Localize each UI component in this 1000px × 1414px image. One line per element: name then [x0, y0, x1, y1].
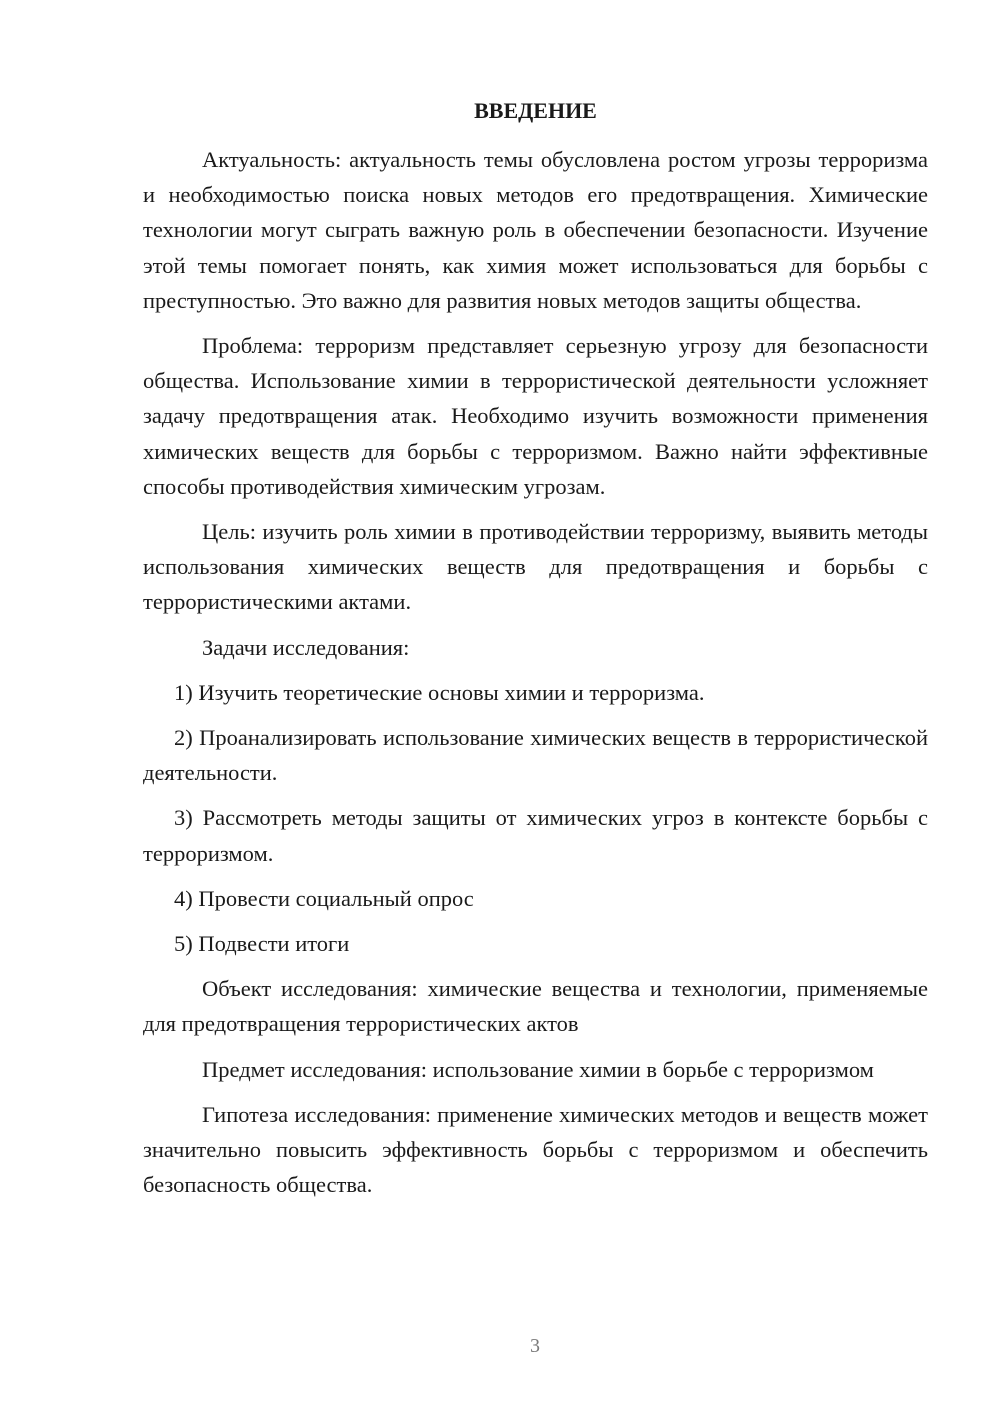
task-item-4: 4) Провести социальный опрос — [174, 885, 474, 911]
document-body — [143, 142, 928, 1212]
task-item-1: 1) Изучить теоретические основы химии и терроризма. — [174, 679, 705, 705]
paragraph-subject: Предмет исследования: использование химии в борьбе с терроризмом — [202, 1056, 874, 1082]
paragraph-tasks-heading: Задачи исследования: — [202, 634, 410, 660]
paragraph-relevance: Актуальность: актуальность темы обусловлена ростом угрозы терроризма и необходимостью поиска новых методов его предотвращения. Химические технологии могут сыграть важную роль в обеспечении безопасности. Изучение этой темы помогает понять, как химия может использоваться для борьбы с преступностью. Это важно для развития новых методов защиты общества. — [143, 147, 928, 313]
task-item-2: 2) Проанализировать использование химических веществ в террористической деятельности. — [143, 725, 928, 786]
task-item-3: 3) Рассмотреть методы защиты от химических угроз в контексте борьбы с терроризмом. — [143, 805, 928, 866]
page-number: 3 — [530, 1335, 540, 1357]
task-item-5: 5) Подвести итоги — [174, 931, 350, 957]
section-title: ВВЕДЕНИЕ — [474, 98, 597, 123]
paragraph-object: Объект исследования: химические вещества и технологии, применяемые для предотвращения террористических актов — [143, 976, 928, 1037]
paragraph-problem: Проблема: терроризм представляет серьезную угрозу для безопасности общества. Использование химии в террористической деятельности усложняет задачу предотвращения атак. Необходимо изучить возможности применения химических веществ для борьбы с терроризмом. Важно найти эффективные способы противодействия химическим угрозам. — [143, 333, 928, 499]
paragraph-hypothesis: Гипотеза исследования: применение химических методов и веществ может значительно повысить эффективность борьбы с терроризмом и обеспечить безопасность общества. — [143, 1101, 928, 1198]
paragraph-goal: Цель: изучить роль химии в противодействии терроризму, выявить методы использования химических веществ для предотвращения и борьбы с террористическими актами. — [143, 519, 928, 615]
